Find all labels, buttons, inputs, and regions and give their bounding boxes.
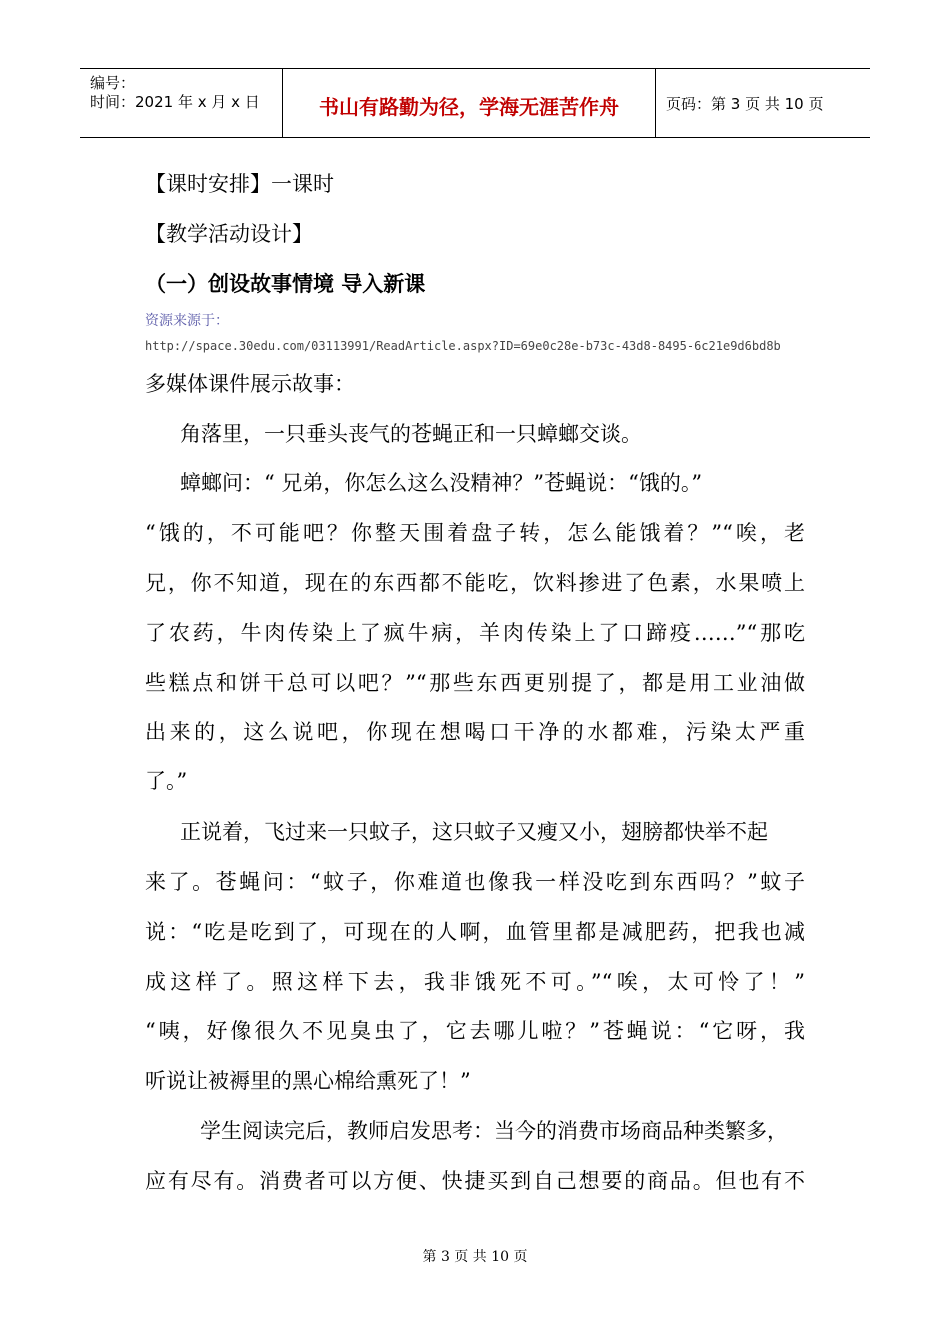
story-paragraph-line: 了。”: [145, 769, 188, 793]
story-paragraph-line: 听说让被褥里的黑心棉给熏死了！”: [145, 1069, 471, 1093]
story-paragraph-line: 蟑螂问：“ 兄弟，你怎么这么没精神？”苍蝇说：“饿的。”: [180, 471, 703, 495]
teacher-prompt-line: 学生阅读完后，教师启发思考：当今的消费市场商品种类繁多，: [200, 1119, 788, 1143]
story-paragraph-line: 兄，你不知道，现在的东西都不能吃，饮料掺进了色素，水果喷上: [145, 571, 805, 595]
story-paragraph-line: 出来的，这么说吧，你现在想喝口干净的水都难，污染太严重: [145, 720, 805, 744]
story-paragraph-line: 正说着，飞过来一只蚊子，这只蚊子又瘦又小，翅膀都快举不起: [180, 820, 768, 844]
header-divider: [282, 69, 283, 137]
section-heading: （一）创设故事情境 导入新课: [145, 272, 426, 296]
header-motto: 书山有路勤为径，学海无涯苦作舟: [319, 95, 619, 119]
story-paragraph-line: 来了。苍蝇问：“蚊子，你难道也像我一样没吃到东西吗？”蚊子: [145, 870, 805, 894]
source-url: http://space.30edu.com/03113991/ReadArticle.aspx?ID=69e0c28e-b73c-43d8-8495-6c21e9d6bd8b: [145, 339, 781, 353]
document-date: 时间：2021 年 x 月 x 日: [90, 93, 260, 111]
document-number: 编号：: [90, 74, 136, 92]
story-paragraph-line: 了农药，牛肉传染上了疯牛病，羊肉传染上了口蹄疫……”“那吃: [145, 621, 805, 645]
header-divider: [655, 69, 656, 137]
activity-design-heading: 【教学活动设计】: [145, 222, 313, 246]
page-footer: 第 3 页 共 10 页: [422, 1249, 528, 1265]
source-label: 资源来源于：: [145, 313, 229, 329]
story-paragraph-line: 成这样了。照这样下去，我非饿死不可。”“唉，太可怜了！”: [145, 970, 805, 994]
story-paragraph-line: 些糕点和饼干总可以吧？”“那些东西更别提了，都是用工业油做: [145, 671, 805, 695]
lesson-schedule-heading: 【课时安排】一课时: [145, 172, 334, 196]
header-page-info: 页码：第 3 页 共 10 页: [666, 95, 824, 113]
story-paragraph-line: 角落里，一只垂头丧气的苍蝇正和一只蟑螂交谈。: [180, 422, 642, 446]
story-paragraph-line: “咦，好像很久不见臭虫了，它去哪儿啦？”苍蝇说：“它呀，我: [145, 1019, 805, 1043]
page-header: [80, 68, 870, 138]
story-intro: 多媒体课件展示故事：: [145, 372, 355, 396]
story-paragraph-line: 说：“吃是吃到了，可现在的人啊，血管里都是减肥药，把我也减: [145, 920, 805, 944]
story-paragraph-line: “饿的，不可能吧？你整天围着盘子转，怎么能饿着？”“唉，老: [145, 521, 805, 545]
teacher-prompt-line: 应有尽有。消费者可以方便、快捷买到自己想要的商品。但也有不: [145, 1169, 805, 1193]
